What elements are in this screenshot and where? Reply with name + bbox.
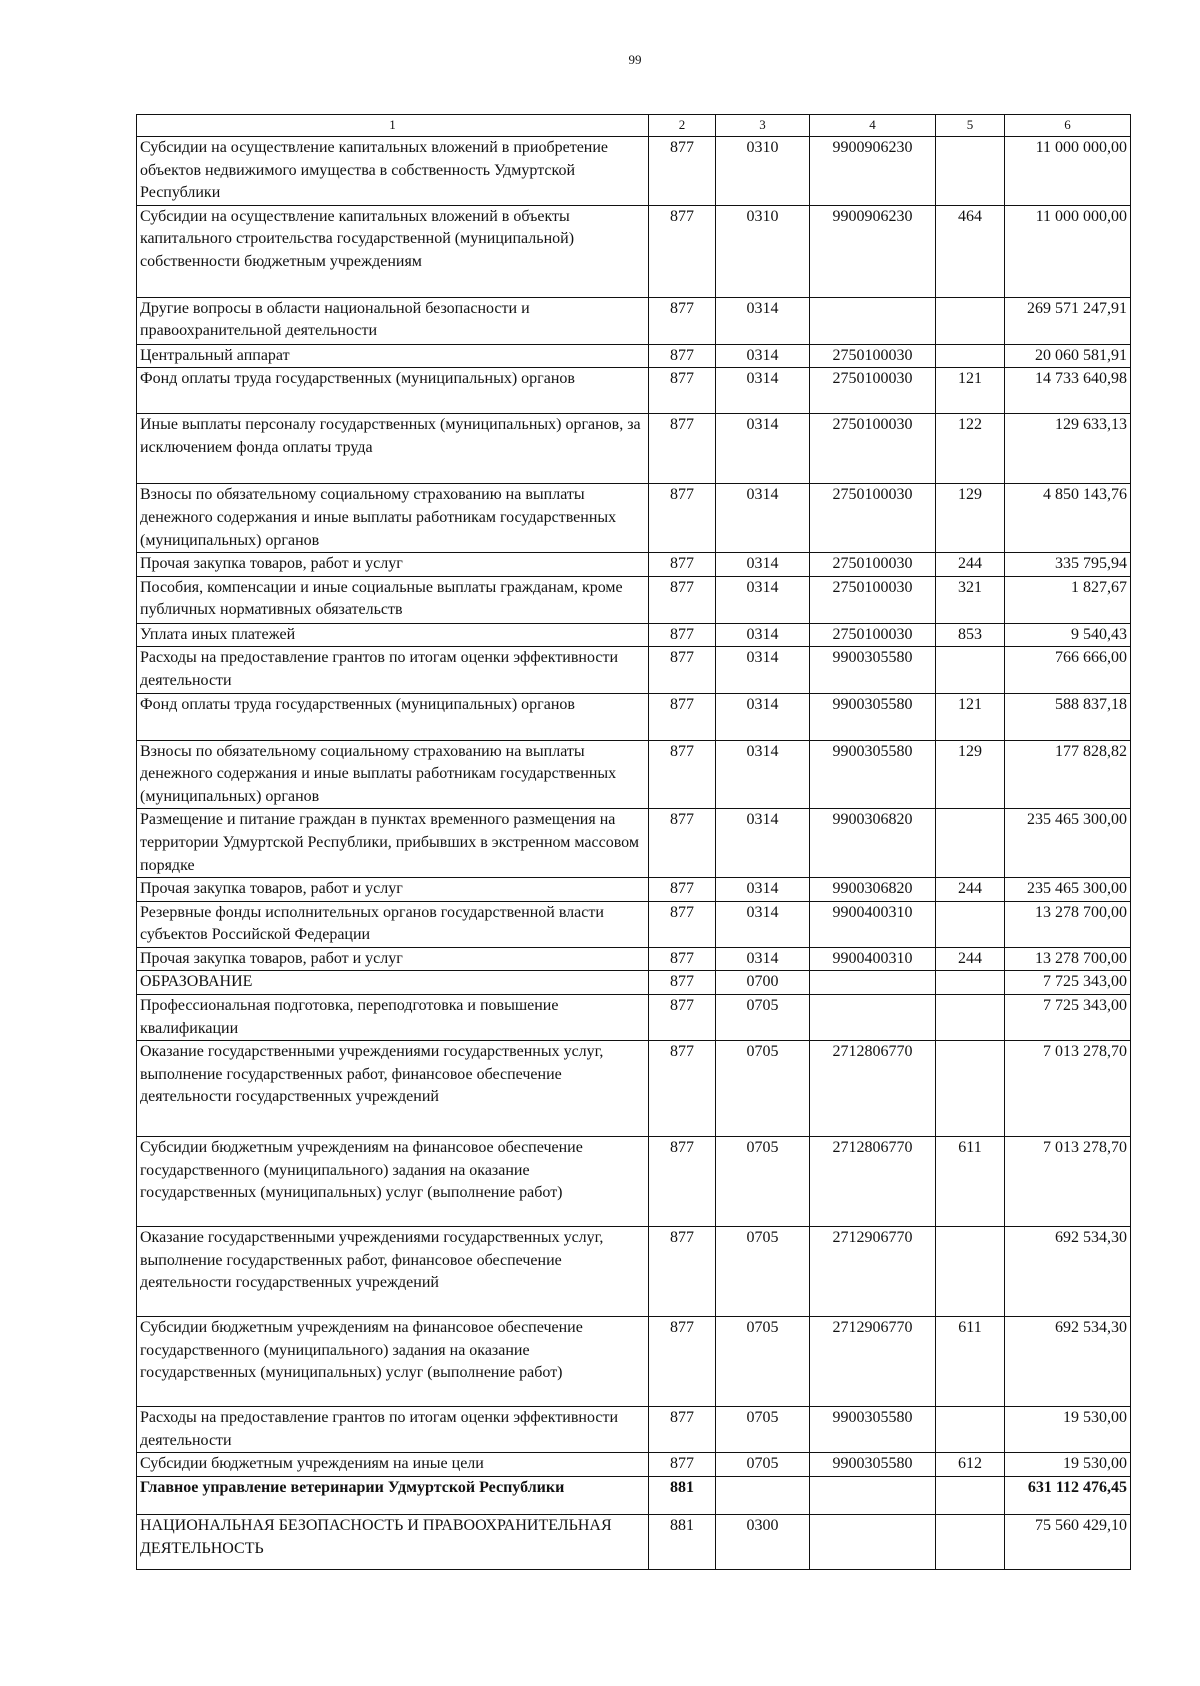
row-col-2: 877 <box>649 297 716 344</box>
row-col-4: 9900305580 <box>810 647 936 693</box>
row-col-3: 0314 <box>716 344 810 368</box>
row-col-3: 0310 <box>716 205 810 297</box>
row-name: Взносы по обязательному социальному страхованию на выплаты денежного содержания и иные выплаты работникам государственных (муниципальных) органов <box>137 484 649 553</box>
table-row <box>137 344 1131 368</box>
row-name: Расходы на предоставление грантов по итогам оценки эффективности деятельности <box>137 1407 649 1453</box>
row-col-2: 877 <box>649 947 716 971</box>
table-row <box>137 414 1131 484</box>
row-col-6: 19 530,00 <box>1005 1453 1131 1477</box>
row-col-3: 0314 <box>716 647 810 693</box>
row-col-5 <box>936 971 1005 995</box>
row-col-4: 9900305580 <box>810 1407 936 1453</box>
row-col-4: 2750100030 <box>810 553 936 577</box>
row-col-2: 877 <box>649 414 716 484</box>
row-col-5 <box>936 344 1005 368</box>
row-name: Уплата иных платежей <box>137 623 649 647</box>
row-col-2: 877 <box>649 553 716 577</box>
row-name: Расходы на предоставление грантов по итогам оценки эффективности деятельности <box>137 647 649 693</box>
row-col-4: 2712906770 <box>810 1317 936 1407</box>
row-col-3: 0314 <box>716 809 810 878</box>
row-col-2: 877 <box>649 1227 716 1317</box>
row-col-3: 0314 <box>716 901 810 947</box>
table-row <box>137 878 1131 902</box>
row-col-6: 692 534,30 <box>1005 1317 1131 1407</box>
row-col-5 <box>936 647 1005 693</box>
row-col-4: 2750100030 <box>810 484 936 553</box>
row-col-6: 588 837,18 <box>1005 693 1131 740</box>
row-col-2: 877 <box>649 344 716 368</box>
row-col-4 <box>810 1477 936 1515</box>
row-name: Субсидии на осуществление капитальных вложений в объекты капитального строительства государственной (муниципальной) собственности бюджетным учреждениям <box>137 205 649 297</box>
row-col-4: 9900400310 <box>810 901 936 947</box>
row-col-6: 20 060 581,91 <box>1005 344 1131 368</box>
row-col-2: 877 <box>649 205 716 297</box>
row-col-2: 877 <box>649 1041 716 1137</box>
header-row <box>137 115 1131 137</box>
row-col-4: 9900305580 <box>810 693 936 740</box>
row-name: Фонд оплаты труда государственных (муниципальных) органов <box>137 693 649 740</box>
table-row <box>137 901 1131 947</box>
row-col-4 <box>810 1515 936 1570</box>
row-col-5 <box>936 297 1005 344</box>
row-col-4: 9900306820 <box>810 878 936 902</box>
header-cell-4: 4 <box>810 115 936 137</box>
row-col-3: 0314 <box>716 414 810 484</box>
row-col-3: 0314 <box>716 623 810 647</box>
row-col-6: 631 112 476,45 <box>1005 1477 1131 1515</box>
row-col-5: 121 <box>936 368 1005 414</box>
row-col-2: 877 <box>649 693 716 740</box>
row-col-6: 13 278 700,00 <box>1005 901 1131 947</box>
table-row <box>137 137 1131 206</box>
row-col-6: 335 795,94 <box>1005 553 1131 577</box>
page-number: 99 <box>628 52 642 67</box>
row-name: НАЦИОНАЛЬНАЯ БЕЗОПАСНОСТЬ И ПРАВООХРАНИТЕЛЬНАЯ ДЕЯТЕЛЬНОСТЬ <box>137 1515 649 1570</box>
table-row <box>137 647 1131 693</box>
row-col-3: 0705 <box>716 1041 810 1137</box>
row-col-5: 612 <box>936 1453 1005 1477</box>
row-col-3: 0314 <box>716 878 810 902</box>
table-row <box>137 995 1131 1041</box>
header-cell-3: 3 <box>716 115 810 137</box>
row-name: ОБРАЗОВАНИЕ <box>137 971 649 995</box>
row-col-5 <box>936 1227 1005 1317</box>
table-row <box>137 1453 1131 1477</box>
row-col-6: 4 850 143,76 <box>1005 484 1131 553</box>
row-col-3: 0705 <box>716 1137 810 1227</box>
row-col-6: 269 571 247,91 <box>1005 297 1131 344</box>
row-col-4: 2750100030 <box>810 368 936 414</box>
row-col-3: 0300 <box>716 1515 810 1570</box>
table-row <box>137 205 1131 297</box>
row-col-4: 9900306820 <box>810 809 936 878</box>
table-row <box>137 947 1131 971</box>
row-name: Фонд оплаты труда государственных (муниципальных) органов <box>137 368 649 414</box>
table-row <box>137 368 1131 414</box>
row-col-2: 877 <box>649 647 716 693</box>
row-col-4: 9900305580 <box>810 1453 936 1477</box>
row-col-6: 235 465 300,00 <box>1005 878 1131 902</box>
header-cell-6: 6 <box>1005 115 1131 137</box>
header-cell-5: 5 <box>936 115 1005 137</box>
row-col-4 <box>810 971 936 995</box>
row-col-2: 877 <box>649 878 716 902</box>
row-col-5: 129 <box>936 740 1005 809</box>
row-col-4: 2712906770 <box>810 1227 936 1317</box>
row-col-2: 877 <box>649 1137 716 1227</box>
row-name: Взносы по обязательному социальному страхованию на выплаты денежного содержания и иные выплаты работникам государственных (муниципальных) органов <box>137 740 649 809</box>
row-col-5 <box>936 995 1005 1041</box>
row-col-5 <box>936 1477 1005 1515</box>
table-row <box>137 971 1131 995</box>
row-col-4: 2712806770 <box>810 1041 936 1137</box>
row-name: Главное управление ветеринарии Удмуртской Республики <box>137 1477 649 1515</box>
row-name: Другие вопросы в области национальной безопасности и правоохранительной деятельности <box>137 297 649 344</box>
row-col-6: 1 827,67 <box>1005 576 1131 623</box>
row-col-5 <box>936 1041 1005 1137</box>
row-col-6: 9 540,43 <box>1005 623 1131 647</box>
row-col-3: 0705 <box>716 1453 810 1477</box>
row-col-5: 244 <box>936 878 1005 902</box>
row-name: Прочая закупка товаров, работ и услуг <box>137 553 649 577</box>
row-col-2: 877 <box>649 901 716 947</box>
row-col-2: 877 <box>649 368 716 414</box>
row-col-3: 0314 <box>716 484 810 553</box>
row-col-6: 7 013 278,70 <box>1005 1137 1131 1227</box>
row-col-6: 7 725 343,00 <box>1005 995 1131 1041</box>
row-col-5: 244 <box>936 947 1005 971</box>
budget-table <box>136 114 1131 1570</box>
row-name: Субсидии бюджетным учреждениям на иные цели <box>137 1453 649 1477</box>
row-col-6: 7 725 343,00 <box>1005 971 1131 995</box>
row-col-4: 2712806770 <box>810 1137 936 1227</box>
row-col-5: 611 <box>936 1317 1005 1407</box>
row-col-4: 2750100030 <box>810 576 936 623</box>
row-col-5: 129 <box>936 484 1005 553</box>
row-name: Оказание государственными учреждениями государственных услуг, выполнение государственных работ, финансовое обеспечение деятельности государственных учреждений <box>137 1041 649 1137</box>
row-col-6: 7 013 278,70 <box>1005 1041 1131 1137</box>
row-col-6: 75 560 429,10 <box>1005 1515 1131 1570</box>
row-name: Пособия, компенсации и иные социальные выплаты гражданам, кроме публичных нормативных обязательств <box>137 576 649 623</box>
row-col-3: 0314 <box>716 576 810 623</box>
table-row <box>137 297 1131 344</box>
row-col-5: 121 <box>936 693 1005 740</box>
row-col-3: 0314 <box>716 693 810 740</box>
row-col-2: 877 <box>649 576 716 623</box>
row-name: Субсидии бюджетным учреждениям на финансовое обеспечение государственного (муниципального) задания на оказание государственных (муниципальных) услуг (выполнение работ) <box>137 1137 649 1227</box>
header-cell-1: 1 <box>137 115 649 137</box>
table-row <box>137 484 1131 553</box>
row-col-5: 244 <box>936 553 1005 577</box>
row-col-2: 877 <box>649 623 716 647</box>
row-col-3 <box>716 1477 810 1515</box>
row-col-5 <box>936 1407 1005 1453</box>
row-name: Прочая закупка товаров, работ и услуг <box>137 878 649 902</box>
row-col-3: 0314 <box>716 947 810 971</box>
table-row <box>137 1407 1131 1453</box>
row-col-6: 11 000 000,00 <box>1005 137 1131 206</box>
row-col-3: 0700 <box>716 971 810 995</box>
row-col-2: 877 <box>649 137 716 206</box>
row-col-3: 0314 <box>716 368 810 414</box>
row-name: Прочая закупка товаров, работ и услуг <box>137 947 649 971</box>
row-col-6: 177 828,82 <box>1005 740 1131 809</box>
row-col-2: 877 <box>649 971 716 995</box>
row-col-3: 0310 <box>716 137 810 206</box>
row-name: Размещение и питание граждан в пунктах временного размещения на территории Удмуртской Республики, прибывших в экстренном массовом порядке <box>137 809 649 878</box>
table-row <box>137 553 1131 577</box>
row-col-6: 766 666,00 <box>1005 647 1131 693</box>
row-col-5: 122 <box>936 414 1005 484</box>
row-name: Профессиональная подготовка, переподготовка и повышение квалификации <box>137 995 649 1041</box>
row-col-6: 129 633,13 <box>1005 414 1131 484</box>
row-name: Субсидии на осуществление капитальных вложений в приобретение объектов недвижимого имущества в собственность Удмуртской Республики <box>137 137 649 206</box>
row-col-4: 9900400310 <box>810 947 936 971</box>
header-cell-2: 2 <box>649 115 716 137</box>
row-col-2: 877 <box>649 484 716 553</box>
row-col-2: 881 <box>649 1477 716 1515</box>
row-name: Центральный аппарат <box>137 344 649 368</box>
row-col-3: 0705 <box>716 1227 810 1317</box>
row-col-2: 877 <box>649 995 716 1041</box>
row-name: Оказание государственными учреждениями государственных услуг, выполнение государственных работ, финансовое обеспечение деятельности государственных учреждений <box>137 1227 649 1317</box>
row-col-6: 19 530,00 <box>1005 1407 1131 1453</box>
row-col-4: 2750100030 <box>810 623 936 647</box>
table-row <box>137 809 1131 878</box>
row-col-3: 0314 <box>716 297 810 344</box>
row-col-5 <box>936 901 1005 947</box>
row-col-3: 0705 <box>716 1407 810 1453</box>
row-col-3: 0314 <box>716 740 810 809</box>
table-row <box>137 576 1131 623</box>
table-row <box>137 1227 1131 1317</box>
table-row <box>137 740 1131 809</box>
row-col-6: 692 534,30 <box>1005 1227 1131 1317</box>
row-col-2: 877 <box>649 1317 716 1407</box>
row-col-3: 0705 <box>716 1317 810 1407</box>
table-row <box>137 1317 1131 1407</box>
row-col-4: 9900906230 <box>810 137 936 206</box>
row-col-2: 877 <box>649 1407 716 1453</box>
row-col-4 <box>810 995 936 1041</box>
row-col-5: 853 <box>936 623 1005 647</box>
row-col-6: 235 465 300,00 <box>1005 809 1131 878</box>
row-name: Иные выплаты персоналу государственных (муниципальных) органов, за исключением фонда оплаты труда <box>137 414 649 484</box>
row-col-5 <box>936 809 1005 878</box>
row-col-4: 2750100030 <box>810 344 936 368</box>
row-col-6: 14 733 640,98 <box>1005 368 1131 414</box>
row-name: Субсидии бюджетным учреждениям на финансовое обеспечение государственного (муниципального) задания на оказание государственных (муниципальных) услуг (выполнение работ) <box>137 1317 649 1407</box>
table-row <box>137 1041 1131 1137</box>
row-col-2: 877 <box>649 809 716 878</box>
row-col-5: 464 <box>936 205 1005 297</box>
row-col-2: 877 <box>649 1453 716 1477</box>
row-col-6: 11 000 000,00 <box>1005 205 1131 297</box>
row-col-4: 9900906230 <box>810 205 936 297</box>
table-row <box>137 1137 1131 1227</box>
row-col-4: 2750100030 <box>810 414 936 484</box>
row-col-5: 611 <box>936 1137 1005 1227</box>
row-col-3: 0314 <box>716 553 810 577</box>
row-col-3: 0705 <box>716 995 810 1041</box>
table-row <box>137 1515 1131 1570</box>
table-row <box>137 1477 1131 1515</box>
row-col-5 <box>936 1515 1005 1570</box>
table-row <box>137 693 1131 740</box>
row-col-2: 881 <box>649 1515 716 1570</box>
table-row <box>137 623 1131 647</box>
row-col-5: 321 <box>936 576 1005 623</box>
row-col-2: 877 <box>649 740 716 809</box>
row-col-4 <box>810 297 936 344</box>
row-col-5 <box>936 137 1005 206</box>
row-name: Резервные фонды исполнительных органов государственной власти субъектов Российской Федерации <box>137 901 649 947</box>
row-col-4: 9900305580 <box>810 740 936 809</box>
row-col-6: 13 278 700,00 <box>1005 947 1131 971</box>
